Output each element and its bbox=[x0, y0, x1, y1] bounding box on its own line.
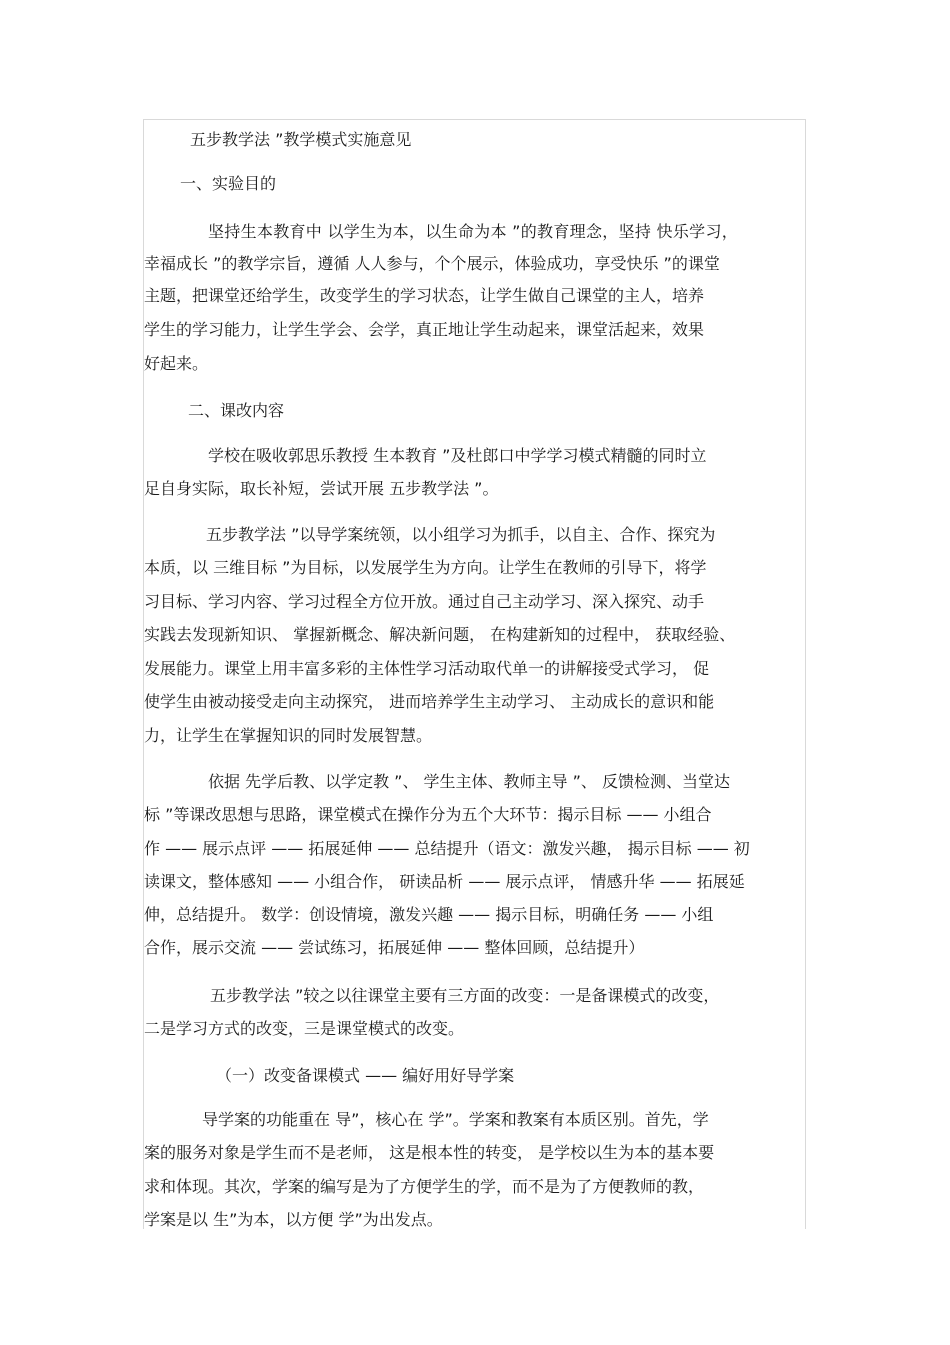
para-4-line-3: 作 —— 展示点评 —— 拓展延伸 —— 总结提升（语文：激发兴趣， 揭示目标 —— 初 bbox=[144, 839, 750, 858]
para-2-line-1: 学校在吸收郭思乐教授 生本教育 ”及杜郎口中学学习模式精髓的同时立 bbox=[208, 446, 707, 465]
para-5-line-1: 五步教学法 ”较之以往课堂主要有三方面的改变：一是备课模式的改变， bbox=[210, 986, 720, 1005]
para-1-line-1: 坚持生本教育中 以学生为本，以生命为本 ”的教育理念，坚持 快乐学习， bbox=[208, 222, 739, 241]
para-4-line-2: 标 ”等课改思想与思路，课堂模式在操作分为五个大环节：揭示目标 —— 小组合 bbox=[144, 805, 712, 824]
para-2-line-2: 足自身实际，取长补短，尝试开展 五步教学法 ”。 bbox=[144, 479, 499, 498]
para-4-line-4: 读课文，整体感知 —— 小组合作， 研读品析 —— 展示点评， 情感升华 —— 拓展延 bbox=[144, 872, 745, 891]
section-heading-2: 二、课改内容 bbox=[188, 401, 285, 420]
para-1-line-4: 学生的学习能力，让学生学会、会学，真正地让学生动起来，课堂活起来，效果 bbox=[144, 320, 705, 339]
para-3-line-6: 使学生由被动接受走向主动探究， 进而培养学生主动学习、 主动成长的意识和能 bbox=[144, 692, 715, 711]
para-1-line-2: 幸福成长 ”的教学宗旨，遵循 人人参与，个个展示，体验成功，享受快乐 ”的课堂 bbox=[144, 254, 720, 273]
para-3-line-2: 本质，以 三维目标 ”为目标，以发展学生为方向。让学生在教师的引导下，将学 bbox=[144, 558, 707, 577]
para-5-line-2: 二是学习方式的改变，三是课堂模式的改变。 bbox=[144, 1019, 465, 1038]
para-3-line-7: 力，让学生在掌握知识的同时发展智慧。 bbox=[144, 726, 433, 745]
para-6-line-1: 导学案的功能重在 导”，核心在 学”。学案和教案有本质区别。首先，学 bbox=[202, 1110, 709, 1129]
para-6-line-3: 求和体现。其次，学案的编写是为了方便学生的学，而不是为了方便教师的教， bbox=[144, 1177, 705, 1196]
para-4-line-5: 伸，总结提升。 数学：创设情境，激发兴趣 —— 揭示目标，明确任务 —— 小组 bbox=[144, 905, 714, 924]
section-heading-3: （一）改变备课模式 —— 编好用好导学案 bbox=[216, 1066, 515, 1085]
para-4-line-6: 合作，展示交流 —— 尝试练习，拓展延伸 —— 整体回顾，总结提升） bbox=[144, 938, 645, 957]
document-title: 五步教学法 ”教学模式实施意见 bbox=[190, 130, 412, 149]
para-4-line-1: 依据 先学后教、以学定教 ”、 学生主体、教师主导 ”、 反馈检测、当堂达 bbox=[208, 772, 731, 791]
para-1-line-3: 主题，把课堂还给学生，改变学生的学习状态，让学生做自己课堂的主人，培养 bbox=[144, 286, 705, 305]
para-3-line-4: 实践去发现新知识、 掌握新概念、解决新问题， 在构建新知的过程中， 获取经验、 bbox=[144, 625, 736, 644]
para-3-line-1: 五步教学法 ”以导学案统领，以小组学习为抓手，以自主、合作、探究为 bbox=[206, 525, 716, 544]
para-3-line-3: 习目标、学习内容、学习过程全方位开放。通过自己主动学习、深入探究、动手 bbox=[144, 592, 705, 611]
para-6-line-4: 学案是以 生”为本，以方便 学”为出发点。 bbox=[144, 1210, 443, 1229]
section-heading-1: 一、实验目的 bbox=[180, 174, 277, 193]
para-3-line-5: 发展能力。课堂上用丰富多彩的主体性学习活动取代单一的讲解接受式学习， 促 bbox=[144, 659, 710, 678]
para-6-line-2: 案的服务对象是学生而不是老师， 这是根本性的转变， 是学校以生为本的基本要 bbox=[144, 1143, 715, 1162]
para-1-line-5: 好起来。 bbox=[144, 354, 209, 373]
